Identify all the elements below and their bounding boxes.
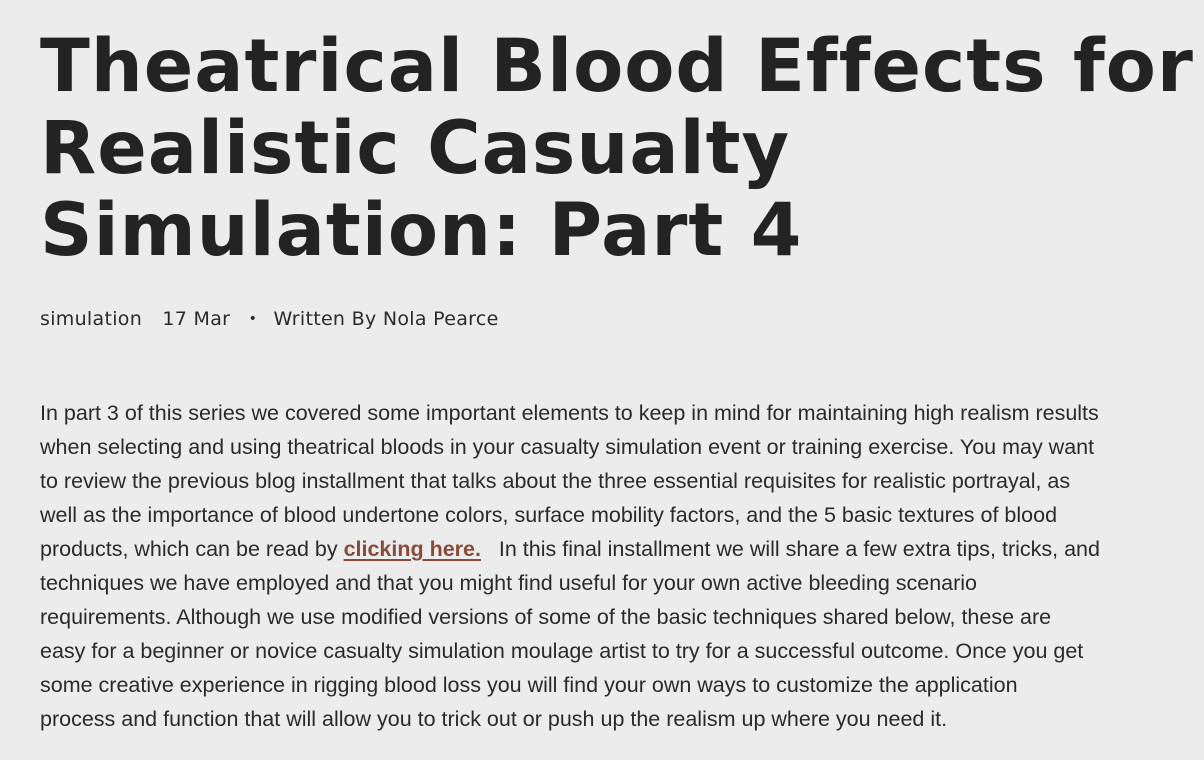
meta-separator: • bbox=[248, 311, 258, 327]
article-title-line-1: Theatrical Blood Effects for bbox=[40, 24, 1194, 109]
body-line: easy for a beginner or novice casualty simulation moulage artist to try for a successful outcome. Once you get bbox=[40, 639, 1084, 663]
body-line: In part 3 of this series we covered some important elements to keep in mind for maintaining high realism results bbox=[40, 401, 1099, 425]
body-line: techniques we have employed and that you might find useful for your own active bleeding scenario bbox=[40, 571, 978, 595]
article-title bbox=[40, 0, 1194, 273]
body-line: requirements. Although we use modified versions of some of the basic techniques shared below, these are bbox=[40, 605, 1052, 629]
article-body bbox=[40, 396, 1178, 736]
body-line: to review the previous blog installment that talks about the three essential requisites for realistic portrayal, as bbox=[40, 469, 1071, 493]
author-name: Nola Pearce bbox=[382, 308, 499, 330]
body-line: when selecting and using theatrical bloods in your casualty simulation event or training exercise. You may want bbox=[40, 435, 1095, 459]
previous-installment-link[interactable]: clicking here. bbox=[343, 537, 481, 561]
article-title-line-2: Realistic Casualty bbox=[40, 106, 791, 191]
category-tag[interactable]: simulation bbox=[40, 308, 143, 330]
post-date: 17 Mar bbox=[162, 308, 231, 330]
article-meta bbox=[40, 308, 1174, 330]
body-line: well as the importance of blood undertone colors, surface mobility factors, and the 5 basic textures of blood bbox=[40, 503, 1058, 527]
body-line: process and function that will allow you to trick out or push up the realism up where you need it. bbox=[40, 707, 948, 731]
body-text-fragment: products, which can be read by bbox=[40, 537, 344, 561]
body-text-fragment: In this final installment we will share a few extra tips, tricks, and bbox=[480, 537, 1100, 561]
author-prefix: Written By bbox=[273, 308, 377, 330]
body-line: some creative experience in rigging blood loss you will find your own ways to customize the application bbox=[40, 673, 1018, 697]
intro-paragraph bbox=[40, 396, 1178, 736]
article-title-line-3: Simulation: Part 4 bbox=[40, 188, 803, 273]
body-line-with-link bbox=[40, 532, 1178, 566]
